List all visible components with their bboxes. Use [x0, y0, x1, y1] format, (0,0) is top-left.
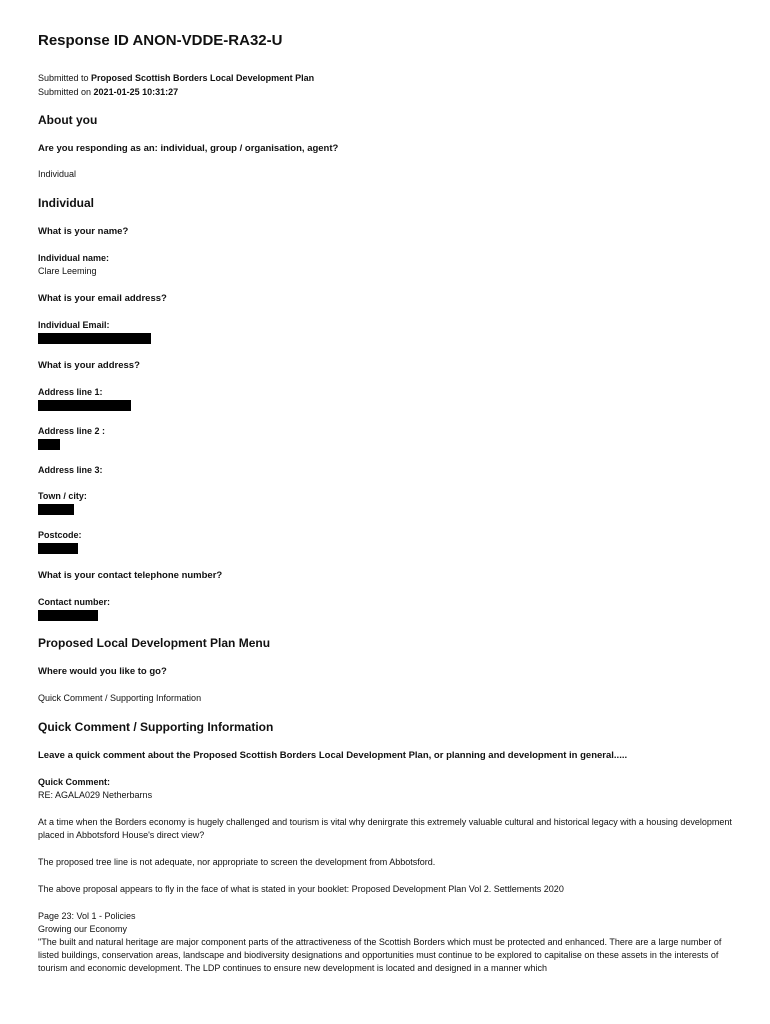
- town-label: Town / city:: [38, 491, 87, 501]
- email-label: Individual Email:: [38, 320, 110, 330]
- about-question: Are you responding as an: individual, group / organisation, agent?: [38, 143, 339, 154]
- submitted-to-line: [38, 71, 738, 85]
- quick-heading: Quick Comment / Supporting Information: [38, 720, 274, 734]
- email-question: What is your email address?: [38, 293, 167, 304]
- name-label: Individual name:: [38, 253, 110, 263]
- address-line2-label: Address line 2 :: [38, 426, 106, 436]
- postcode-label: Postcode:: [38, 530, 82, 540]
- phone-label: Contact number:: [38, 597, 110, 607]
- submitted-on-prefix: Submitted on: [38, 87, 94, 97]
- menu-question: Where would you like to go?: [38, 666, 167, 677]
- menu-answer: Quick Comment / Supporting Information: [38, 693, 202, 703]
- comment-section-title: Growing our Economy: [38, 924, 128, 934]
- phone-redaction: [38, 610, 98, 621]
- name-value: Clare Leeming: [38, 266, 97, 276]
- address-line1-redaction: [38, 400, 131, 411]
- address-line2-redaction: [38, 439, 60, 450]
- document-content: [38, 32, 738, 975]
- town-redaction: [38, 504, 74, 515]
- quick-comment-re: RE: AGALA029 Netherbarns: [38, 790, 153, 800]
- email-redaction: [38, 333, 151, 344]
- submitted-on-line: [38, 85, 738, 99]
- individual-heading: Individual: [38, 196, 95, 210]
- about-heading: About you: [38, 113, 98, 127]
- address-line1-label: Address line 1:: [38, 387, 103, 397]
- comment-paragraph-3: The above proposal appears to fly in the face of what is stated in your booklet: Proposed Development Plan Vol 2. Settlements 2020: [38, 884, 564, 894]
- address-line3-label: Address line 3:: [38, 465, 103, 475]
- address-question: What is your address?: [38, 360, 140, 371]
- submitted-on-value: 2021-01-25 10:31:27: [93, 87, 179, 97]
- quick-question: Leave a quick comment about the Proposed Scottish Borders Local Development Plan, or planning and development in general.....: [38, 750, 628, 761]
- comment-page-ref: Page 23: Vol 1 - Policies: [38, 911, 136, 921]
- comment-paragraph-1: At a time when the Borders economy is hugely challenged and tourism is vital why denirgrate this extremely valuable cultural and historical legacy with a housing development placed in Abbotsford House's direct view?: [38, 817, 732, 840]
- comment-paragraph-2: The proposed tree line is not adequate, nor appropriate to screen the development from Abbotsford.: [38, 857, 436, 867]
- response-title: Response ID ANON-VDDE-RA32-U: [38, 32, 283, 49]
- comment-quote: "The built and natural heritage are major component parts of the attractiveness of the Scottish Borders which must be protected and enhanced. There are a large number of listed buildings, conservation areas, landscape and biodiversity designations and opportunities must continue to be explored to capitalise on these assets in the interests of tourism and economic development. The LDP continues to ensure new development is located and designed in a manner which: [38, 937, 722, 973]
- submitted-to-prefix: Submitted to: [38, 73, 92, 83]
- phone-question: What is your contact telephone number?: [38, 570, 223, 581]
- postcode-redaction: [38, 543, 78, 554]
- quick-comment-label: Quick Comment:: [38, 777, 111, 787]
- submitted-to-value: Proposed Scottish Borders Local Development Plan: [91, 73, 315, 83]
- name-question: What is your name?: [38, 226, 129, 237]
- menu-heading: Proposed Local Development Plan Menu: [38, 636, 271, 650]
- about-answer: Individual: [38, 169, 77, 179]
